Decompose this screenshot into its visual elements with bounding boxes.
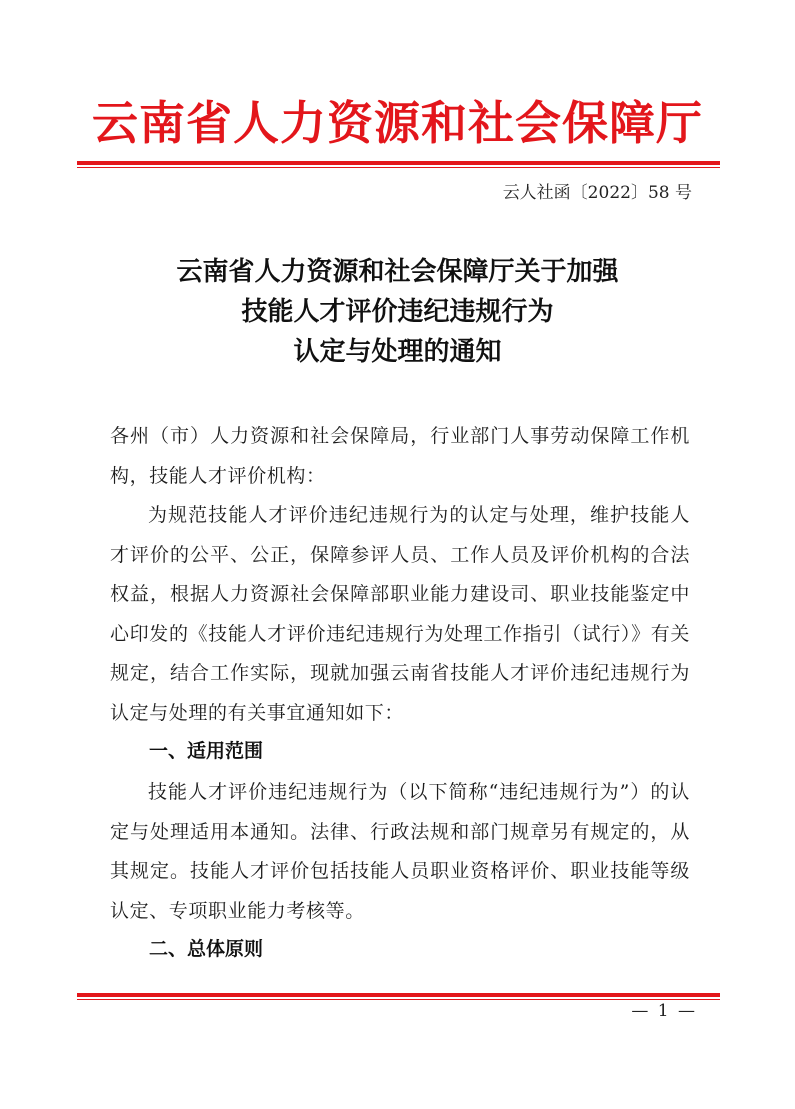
title-line-1: 云南省人力资源和社会保障厅关于加强 <box>176 257 619 287</box>
section-scope-body: 技能人才评价违纪违规行为（以下简称“违纪违规行为”）的认定与处理适用本通知。法律、行政法规和部门规章另有规定的，从其规定。技能人才评价包括技能人员职业资格评价、职业技能等级认定、专项职业能力考核等。 <box>110 781 690 922</box>
issuer-masthead: 云南省人力资源和社会保障厅 <box>92 96 703 150</box>
document-number: 云人社函〔2022〕58 号 <box>502 183 692 203</box>
title-line-3: 认定与处理的通知 <box>293 337 502 367</box>
footer-red-rule-thin <box>77 999 720 1000</box>
header-red-rule-thin <box>77 167 720 168</box>
section-heading-scope: 一、适用范围 <box>149 740 264 762</box>
footer-red-rule-thick <box>77 993 720 997</box>
title-line-2: 技能人才评价违纪违规行为 <box>241 297 554 327</box>
section-heading-principles: 二、总体原则 <box>149 938 264 960</box>
page-number: — 1 — <box>631 1001 697 1021</box>
addressee-paragraph: 各州（市）人力资源和社会保障局，行业部门人事劳动保障工作机构，技能人才评价机构： <box>110 425 690 487</box>
document-title <box>0 252 795 372</box>
header-red-rule-thick <box>77 161 720 165</box>
intro-paragraph: 为规范技能人才评价违纪违规行为的认定与处理，维护技能人才评价的公平、公正，保障参评人员、工作人员及评价机构的合法权益，根据人力资源社会保障部职业能力建设司、职业技能鉴定中心印发的《技能人才评价违纪违规行为处理工作指引（试行）》有关规定，结合工作实际，现就加强云南省技能人才评价违纪违规行为认定与处理的有关事宜通知如下： <box>110 504 690 724</box>
